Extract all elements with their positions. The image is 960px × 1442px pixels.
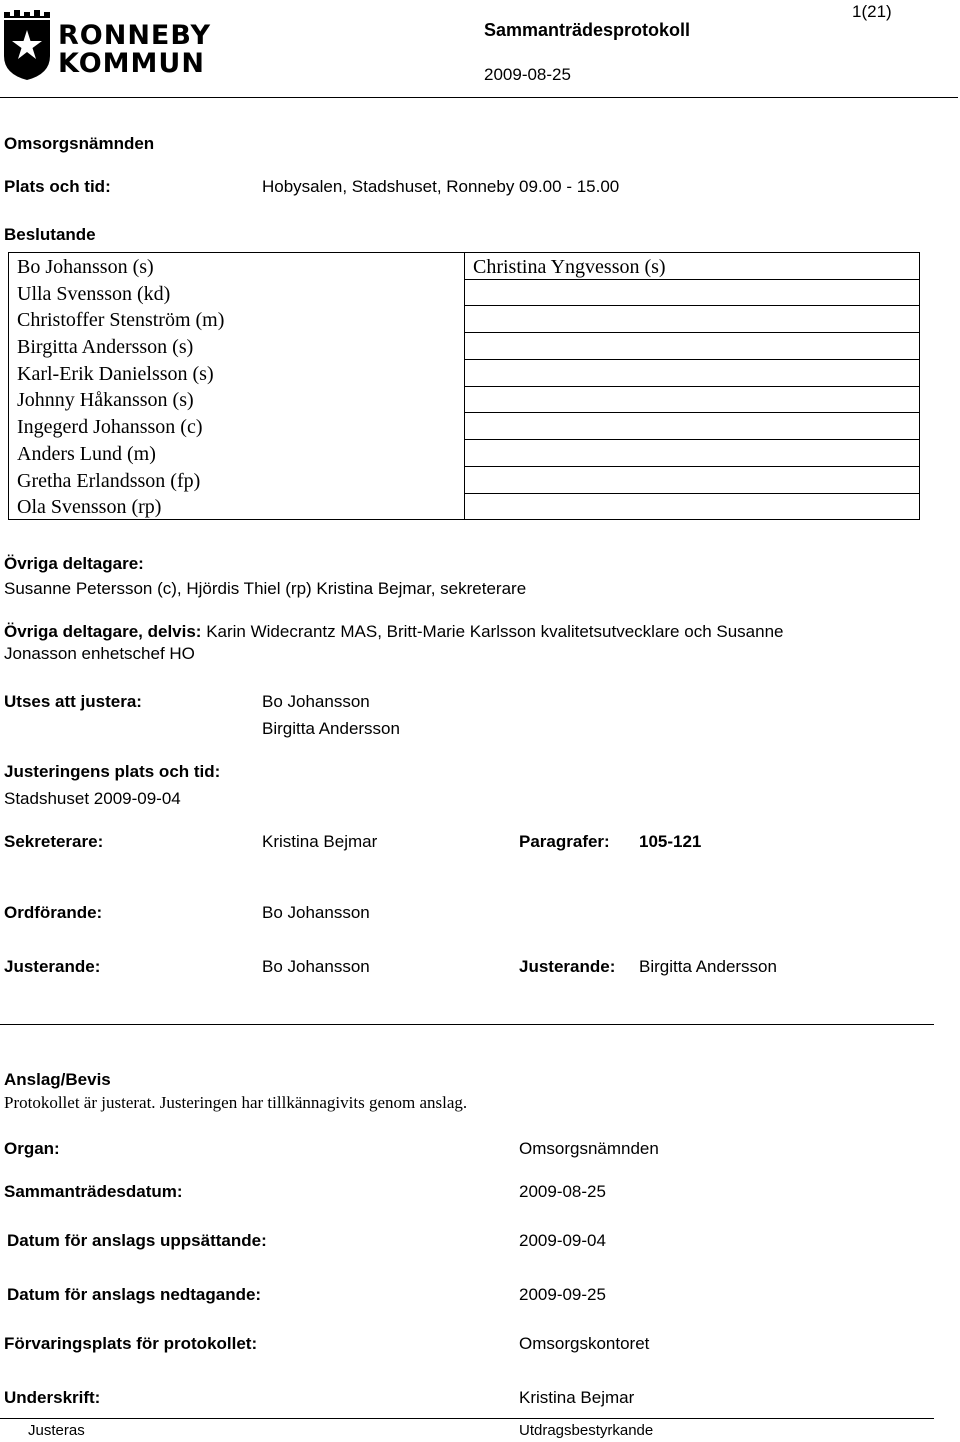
place-label: Plats och tid: bbox=[4, 177, 111, 196]
chair-value: Bo Johansson bbox=[262, 903, 370, 922]
table-row-line bbox=[464, 466, 919, 467]
member-name: Johnny Håkansson (s) bbox=[17, 389, 194, 412]
member-name: Christina Yngvesson (s) bbox=[473, 256, 666, 278]
meeting-date-label: Sammanträdesdatum: bbox=[4, 1182, 183, 1201]
member-name: Ingegerd Johansson (c) bbox=[17, 416, 203, 439]
posted-label: Datum för anslags uppsättande: bbox=[7, 1231, 267, 1250]
deciding-label: Beslutande bbox=[4, 225, 96, 244]
notice-text: Protokollet är justerat. Justeringen har tillkännagivits genom anslag. bbox=[4, 1093, 468, 1112]
deciding-members-table bbox=[8, 252, 920, 520]
paragraphs-value: 105-121 bbox=[639, 832, 702, 851]
signature-label: Underskrift: bbox=[4, 1388, 101, 1407]
section-divider bbox=[0, 1024, 934, 1025]
table-row-line bbox=[464, 439, 919, 440]
adjuster-label: Justerande: bbox=[519, 957, 616, 976]
adjuster-value: Bo Johansson bbox=[262, 957, 370, 976]
organ-label: Organ: bbox=[4, 1139, 60, 1158]
member-name: Karl-Erik Danielsson (s) bbox=[17, 362, 214, 385]
adjust-place-label: Justeringens plats och tid: bbox=[4, 762, 221, 781]
footer-divider bbox=[0, 1418, 934, 1419]
header-divider bbox=[0, 97, 958, 98]
chair-label: Ordförande: bbox=[4, 903, 103, 922]
table-row-line bbox=[464, 305, 919, 306]
table-row-line bbox=[464, 386, 919, 387]
storage-value: Omsorgskontoret bbox=[519, 1334, 650, 1353]
paragraphs-label: Paragrafer: bbox=[519, 832, 610, 851]
partial-label: Övriga deltagare, delvis: bbox=[4, 622, 202, 641]
member-name: Bo Johansson (s) bbox=[17, 256, 154, 278]
partial-participants bbox=[4, 622, 783, 642]
others-label: Övriga deltagare: bbox=[4, 554, 144, 573]
document-type: Sammanträdesprotokoll bbox=[484, 20, 691, 40]
table-row-line bbox=[464, 412, 919, 413]
member-name: Christoffer Stenström (m) bbox=[17, 309, 225, 332]
table-row-line bbox=[464, 332, 919, 333]
member-name: Anders Lund (m) bbox=[17, 442, 156, 465]
logo-text-kommun: KOMMUN bbox=[58, 48, 205, 79]
ronneby-kommun-logo bbox=[2, 4, 212, 82]
posted-value: 2009-09-04 bbox=[519, 1231, 606, 1250]
adjuster-value: Birgitta Andersson bbox=[639, 957, 777, 976]
others-value: Susanne Petersson (c), Hjördis Thiel (rp) Kristina Bejmar, sekreterare bbox=[4, 579, 527, 598]
adjust-label: Utses att justera: bbox=[4, 692, 142, 711]
removed-value: 2009-09-25 bbox=[519, 1285, 606, 1304]
committee-name: Omsorgsnämnden bbox=[4, 134, 155, 153]
adjuster-label: Justerande: bbox=[4, 957, 101, 976]
organ-value: Omsorgsnämnden bbox=[519, 1139, 659, 1158]
meeting-date-value: 2009-08-25 bbox=[519, 1182, 606, 1201]
footer-right: Utdragsbestyrkande bbox=[519, 1422, 654, 1439]
notice-title: Anslag/Bevis bbox=[4, 1070, 111, 1089]
member-name: Birgitta Andersson (s) bbox=[17, 336, 194, 359]
storage-label: Förvaringsplats för protokollet: bbox=[4, 1334, 258, 1353]
adjust-name: Birgitta Andersson bbox=[262, 719, 400, 738]
table-row-line bbox=[464, 359, 919, 360]
member-name: Gretha Erlandsson (fp) bbox=[17, 469, 201, 492]
header-date: 2009-08-25 bbox=[484, 65, 571, 84]
member-name: Ola Svensson (rp) bbox=[17, 496, 162, 519]
adjust-place-value: Stadshuset 2009-09-04 bbox=[4, 789, 181, 808]
footer-left: Justeras bbox=[28, 1422, 85, 1439]
removed-label: Datum för anslags nedtagande: bbox=[7, 1285, 262, 1304]
secretary-label: Sekreterare: bbox=[4, 832, 104, 851]
page-number: 1(21) bbox=[852, 2, 892, 21]
logo-text-ronneby: RONNEBY bbox=[58, 20, 212, 51]
partial-value-continued: Jonasson enhetschef HO bbox=[4, 644, 195, 663]
adjust-name: Bo Johansson bbox=[262, 692, 370, 711]
partial-value: Karin Widecrantz MAS, Britt-Marie Karlsson kvalitetsutvecklare och Susanne bbox=[206, 622, 784, 641]
member-name: Ulla Svensson (kd) bbox=[17, 282, 171, 305]
place-value: Hobysalen, Stadshuset, Ronneby 09.00 - 15.00 bbox=[262, 177, 620, 196]
secretary-value: Kristina Bejmar bbox=[262, 832, 378, 851]
coat-of-arms-icon bbox=[2, 4, 54, 82]
table-row-line bbox=[464, 493, 919, 494]
signature-value: Kristina Bejmar bbox=[519, 1388, 635, 1407]
deciding-members-left bbox=[17, 254, 224, 521]
